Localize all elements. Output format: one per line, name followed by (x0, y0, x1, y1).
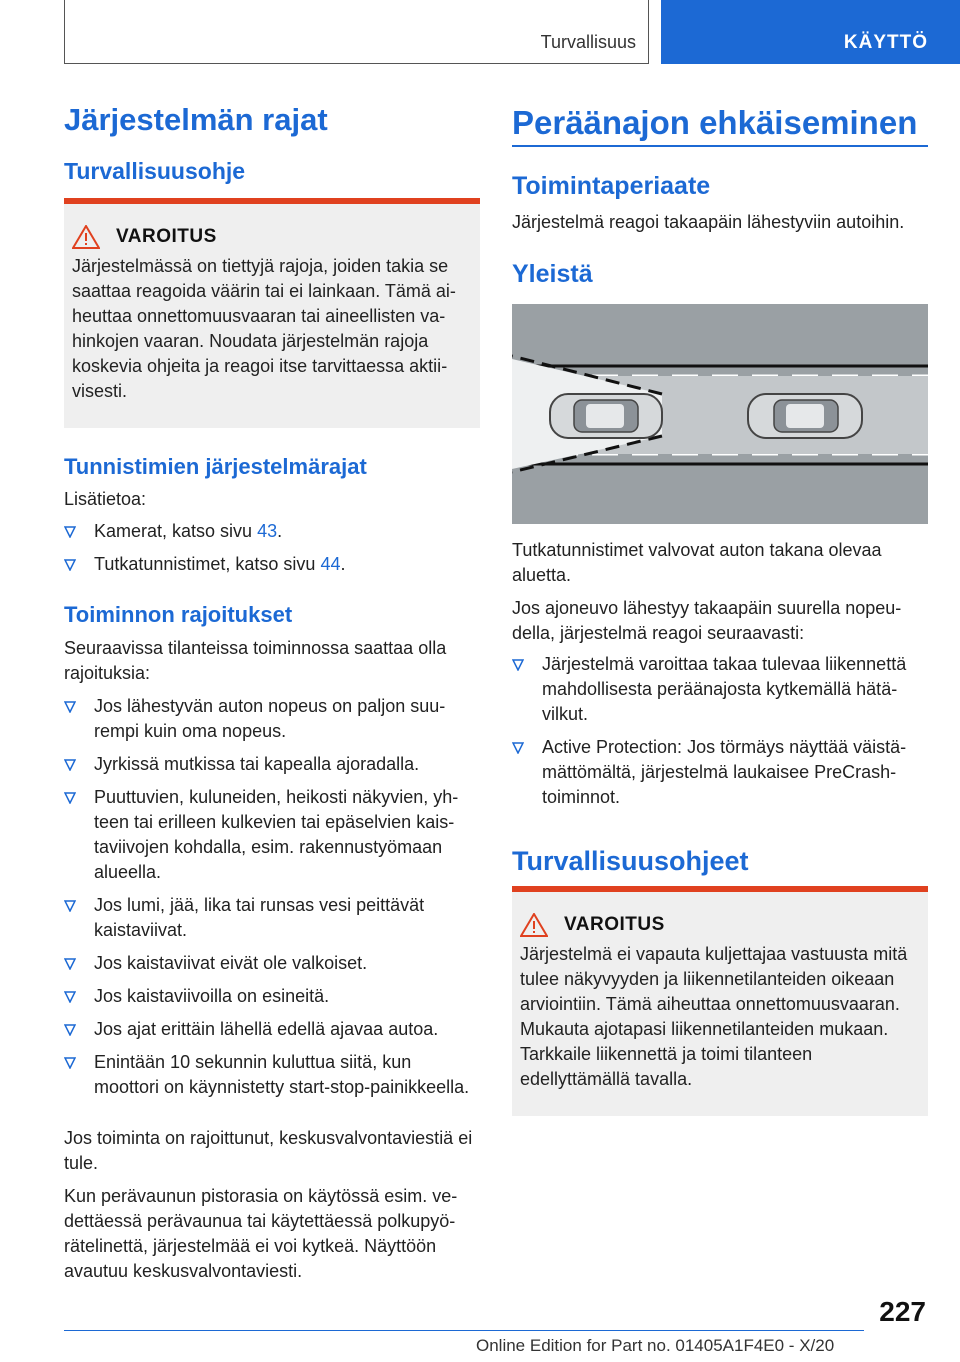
triangle-bullet-icon (64, 701, 76, 713)
section-title-rule (512, 145, 928, 147)
warning-text: Järjestelmässä on tiettyjä rajoja, joiden takia se saattaa reagoida väärin tai ei lainkaan. Tämä aiheuttaa onnettomuusvaaran tai aineellisten vahinkojen vaaran. Noudata järjestelmän rajoja koskevia ohjeita ja reagoi itse tarvittaessa aktiivisesti. (72, 256, 456, 401)
triangle-bullet-icon (512, 659, 524, 671)
triangle-bullet-icon (64, 991, 76, 1003)
function-limits-intro: Seuraavissa tilanteissa toiminnossa saattaa olla rajoituksia: (64, 638, 447, 683)
sensor-limits-list (64, 519, 480, 585)
list-item: Jos kaistaviivoilla on esineitä. (64, 984, 480, 1009)
warning-box (64, 198, 480, 428)
page-number: 227 (879, 1296, 926, 1327)
principle-text: Järjestelmä reagoi takaapäin lähestyviin autoihin. (512, 212, 905, 232)
page-link-cameras[interactable]: 43 (257, 521, 278, 541)
list-item: Järjestelmä varoittaa takaa tulevaa liikennettä mahdollisesta peräänajosta kytkemällä hätävilkut. (512, 652, 928, 727)
warning-triangle-icon (72, 225, 100, 249)
car-rear-icon (748, 394, 862, 438)
header-section-title: Turvallisuus (540, 32, 636, 52)
general-text-2: Jos ajoneuvo lähestyy takaapäin suurella nopeudella, järjestelmä reagoi seuraavasti: (512, 598, 902, 643)
general-heading: Yleistä (512, 260, 593, 288)
list-item: Jos kaistaviivat eivät ole valkoiset. (64, 951, 480, 976)
principle-heading: Toimintaperiaate (512, 172, 711, 200)
general-text-1: Tutkatunnistimet valvovat auton takana olevaa aluetta. (512, 540, 882, 585)
warning-rule (64, 198, 480, 204)
triangle-bullet-icon (64, 792, 76, 804)
warning-triangle-icon (520, 913, 548, 937)
triangle-bullet-icon (64, 900, 76, 912)
list-item: Jyrkissä mutkissa tai kapealla ajoradalla. (64, 752, 480, 777)
page-link-radar[interactable]: 44 (320, 554, 341, 574)
rear-collision-illustration (512, 304, 928, 524)
triangle-bullet-icon (64, 559, 76, 571)
triangle-bullet-icon (64, 526, 76, 538)
footer-edition: Online Edition for Part no. 01405A1F4E0 - X/20 (476, 1336, 835, 1355)
triangle-bullet-icon (64, 1024, 76, 1036)
list-item: Puuttuvien, kuluneiden, heikosti näkyvien, yhteen tai erilleen kulkevien tai epäselvien kaistaviivojen kohdalla, esim. rakennustyömaan alueella. (64, 785, 480, 885)
sensor-limits-heading: Tunnistimien järjestelmärajat (64, 454, 367, 479)
warning-rule (512, 886, 928, 892)
list-item: Jos ajat erittäin lähellä edellä ajavaa autoa. (64, 1017, 480, 1042)
warning-title: VAROITUS (116, 226, 217, 247)
warning-title: VAROITUS (564, 914, 665, 935)
list-item: Jos lumi, jää, lika tai runsas vesi peittävät kaistaviivat. (64, 893, 480, 943)
header-chapter-label: KÄYTTÖ (843, 32, 928, 53)
warning-text: Järjestelmä ei vapauta kuljettajaa vastuusta mitä tulee näkyvyyden ja liikennetilanteiden oikeaan arviointiin. Tämä aiheuttaa onnettomuusvaaran. Mukauta ajotapasi liikennetilanteiden mukaan. Tarkkaile liikennettä ja toimi tilanteen edellyttämällä tavalla. (520, 944, 908, 1089)
list-item: Active Protection: Jos törmäys näyttää väistämättömältä, järjestelmä laukaisee PreCrash-toiminnot. (512, 735, 928, 810)
function-limits-list (64, 694, 480, 1108)
triangle-bullet-icon (64, 759, 76, 771)
section-title-rear-collision: Peräänajon ehkäiseminen (512, 104, 918, 141)
safety-notes-heading: Turvallisuusohjeet (512, 846, 749, 876)
triangle-bullet-icon (64, 1057, 76, 1069)
triangle-bullet-icon (64, 958, 76, 970)
limits-note-2: Kun perävaunun pistorasia on käytössä esim. vedettäessä perävaunua tai käytettäessä polkupyörätelinettä, järjestelmää ei voi kytkeä. Näyttöön avautuu keskusvalvontaviesti. (64, 1186, 458, 1281)
section-title-system-limits: Järjestelmän rajat (64, 102, 328, 137)
road-diagram-image (512, 304, 928, 524)
sensor-limits-intro: Lisätietoa: (64, 489, 147, 509)
list-item: Enintään 10 sekunnin kuluttua siitä, kun moottori on käynnistetty start-stop-painikkeella. (64, 1050, 480, 1100)
function-limits-heading: Toiminnon rajoitukset (64, 602, 293, 627)
triangle-bullet-icon (512, 742, 524, 754)
general-list (512, 652, 928, 818)
list-item: Tutkatunnistimet, katso sivu 44. (64, 552, 480, 577)
footer-rule (64, 1330, 864, 1331)
header-section-box (64, 0, 649, 64)
list-item: Kamerat, katso sivu 43. (64, 519, 480, 544)
limits-note-1: Jos toiminta on rajoittunut, keskusvalvontaviestiä ei tule. (64, 1128, 473, 1173)
warning-box-2 (512, 886, 928, 1116)
header-chapter-tab[interactable] (661, 0, 960, 64)
car-front-icon (550, 394, 662, 438)
safety-note-heading: Turvallisuusohje (64, 158, 246, 184)
list-item: Jos lähestyvän auton nopeus on paljon suurempi kuin oma nopeus. (64, 694, 480, 744)
